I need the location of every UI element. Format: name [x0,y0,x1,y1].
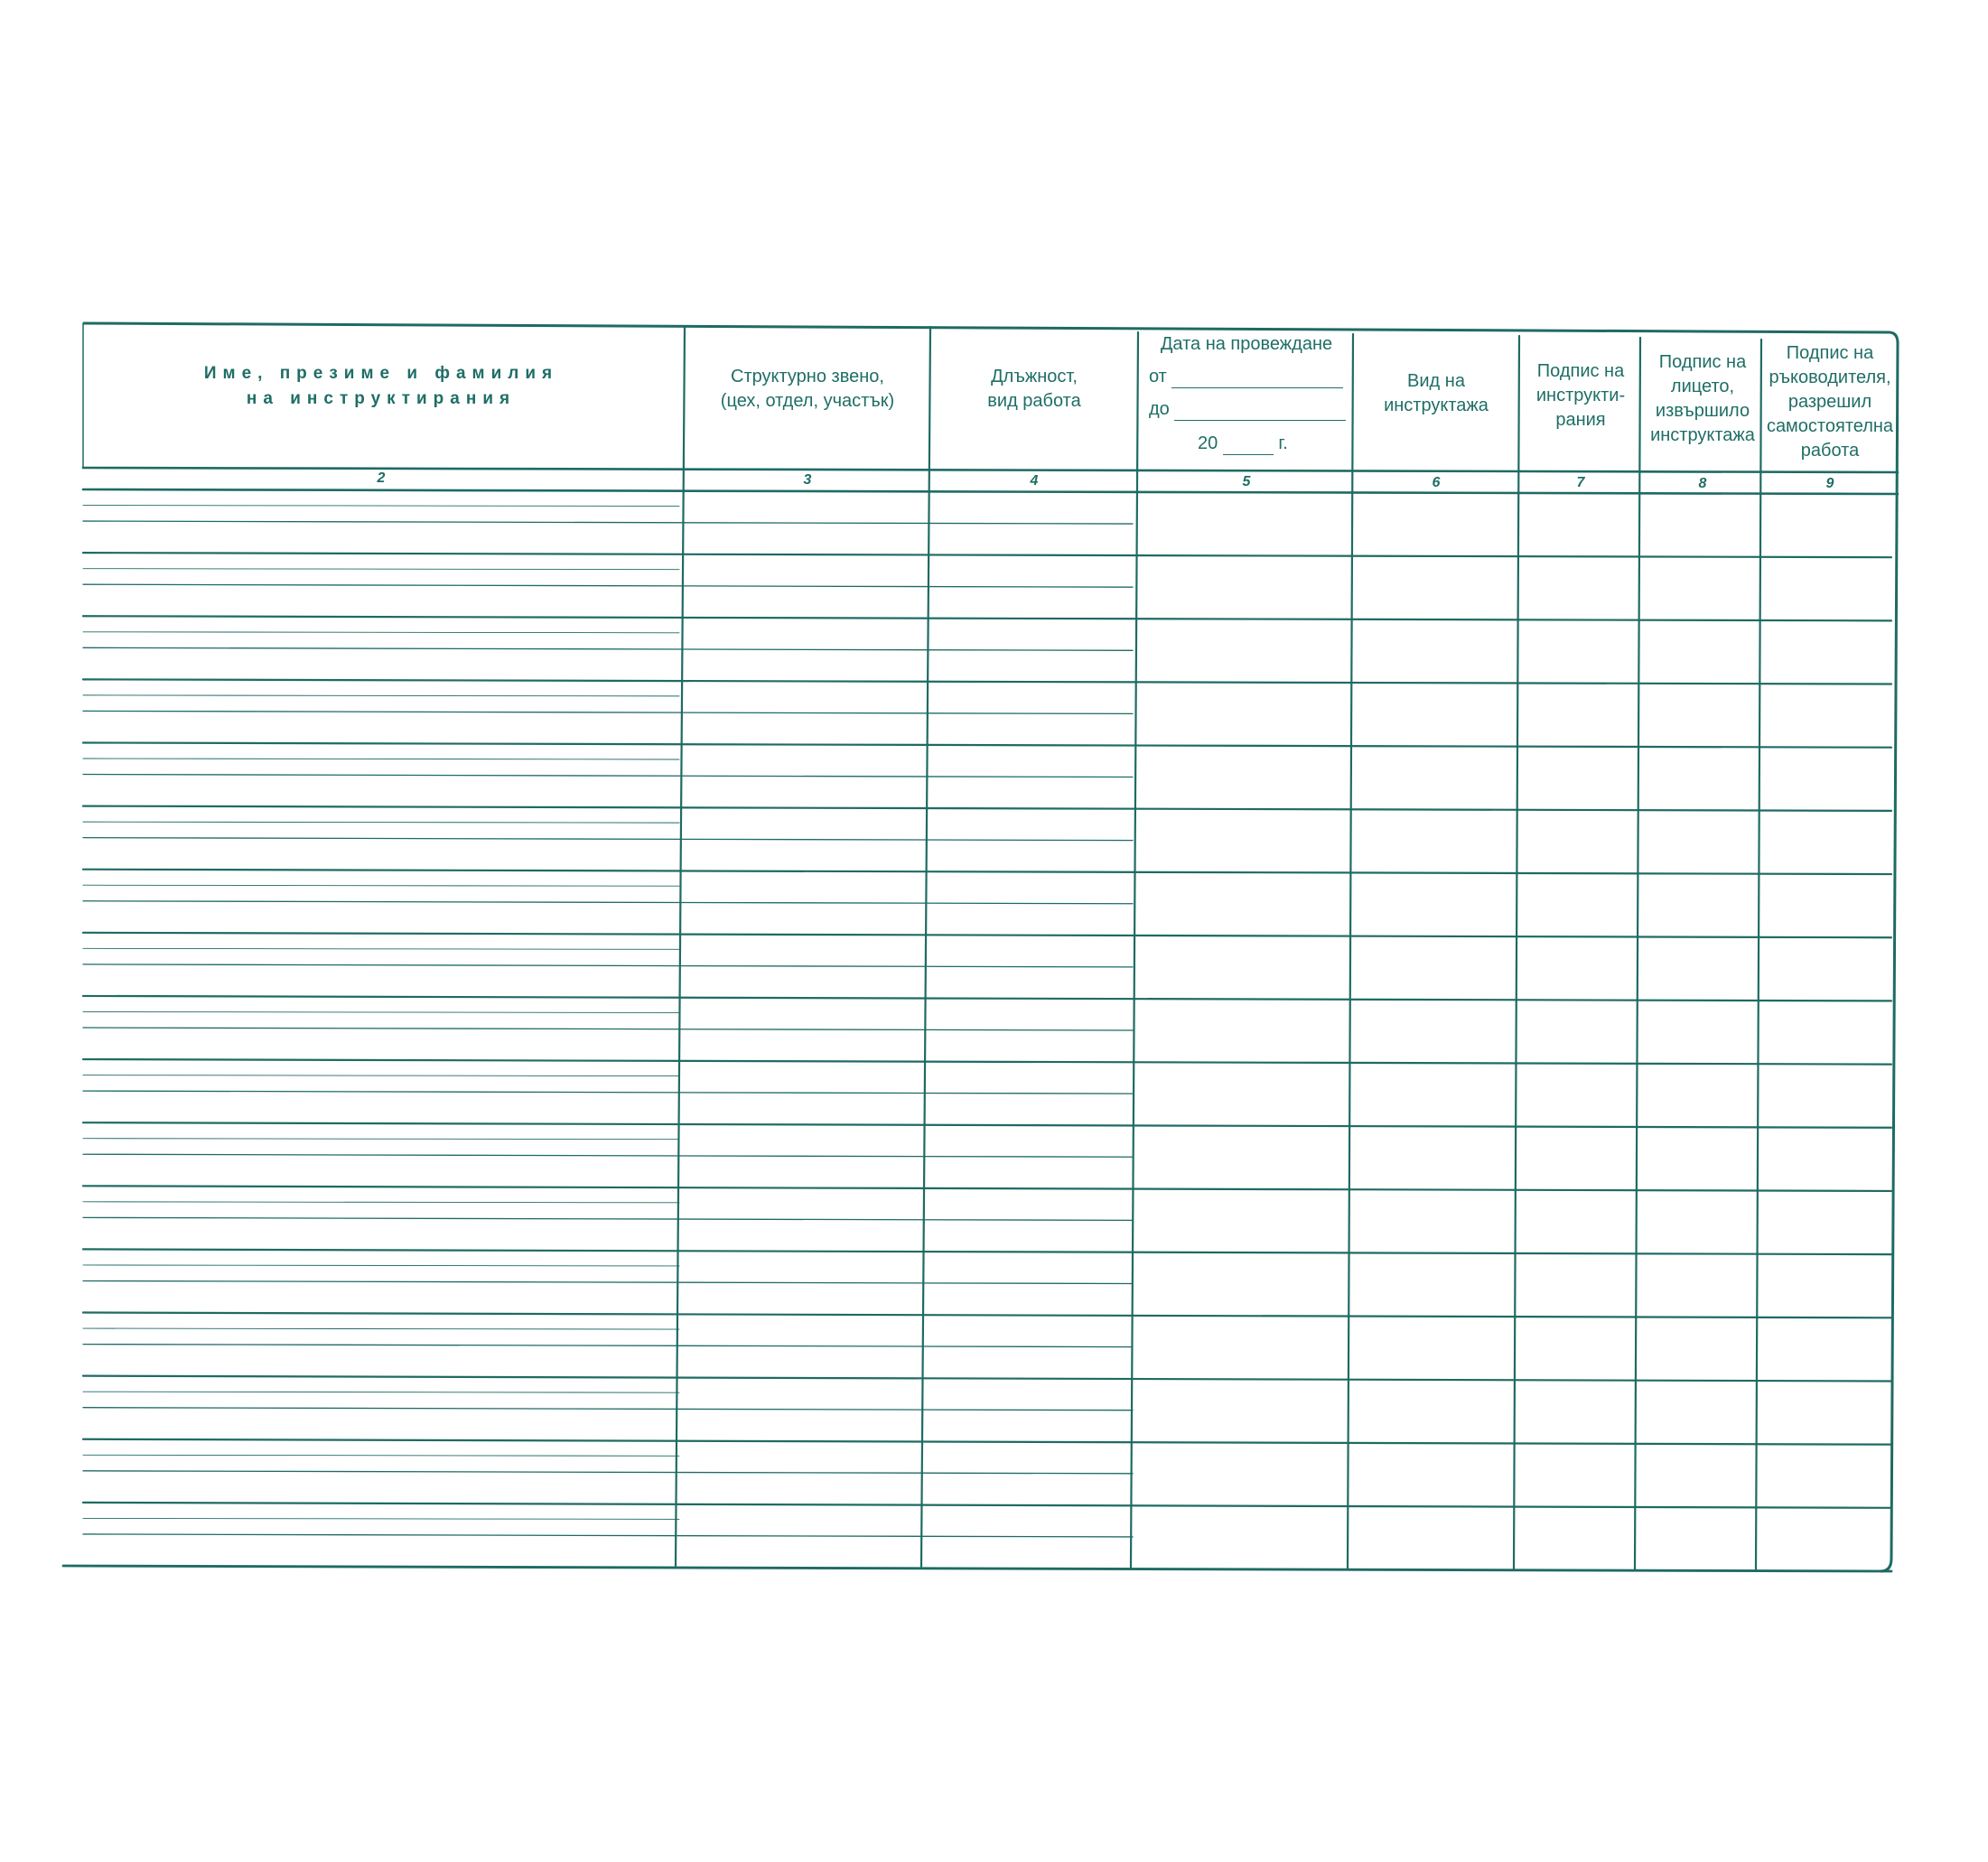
header-instruction-type: Вид на инструктажа [1384,371,1489,415]
entry-cell[interactable] [933,554,1135,613]
entry-cell[interactable] [687,1187,928,1246]
entry-cell[interactable] [1356,554,1517,613]
entry-cell[interactable] [1356,1187,1517,1246]
entry-cell[interactable] [1356,808,1517,867]
entry-cell[interactable] [1141,491,1350,550]
entry-cell[interactable] [1356,1315,1517,1373]
entry-cell[interactable] [1356,1251,1517,1309]
entry-cell[interactable] [1141,1061,1350,1120]
entry-cell[interactable] [1141,935,1350,993]
column-number-8: 8 [1698,476,1707,491]
column-number-4: 4 [1030,473,1039,489]
entry-cell[interactable] [1764,808,1895,867]
entry-cell[interactable] [933,935,1135,993]
entry-cell[interactable] [933,681,1135,740]
entry-cell[interactable] [1356,935,1517,993]
entry-cell[interactable] [1522,554,1638,613]
entry-cell[interactable] [1764,554,1895,613]
entry-cell[interactable] [86,1504,682,1563]
entry-cell[interactable] [1356,491,1517,550]
entry-cell[interactable] [1522,871,1638,930]
header-structural-unit: Структурно звено, (цех, отдел, участък) [720,367,895,411]
date-to-label: до [1149,399,1170,419]
entry-cell[interactable] [1522,618,1638,676]
entry-cell[interactable] [1764,935,1895,993]
entry-cell[interactable] [687,1378,928,1437]
entry-cell[interactable] [1764,1441,1895,1500]
entry-cell[interactable] [86,618,682,676]
entry-cell[interactable] [1764,1124,1895,1183]
header-signature-instructor: Подпис на лицето, извършило инструктажа [1650,352,1755,445]
entry-cell[interactable] [1522,1251,1638,1309]
entry-cell[interactable] [1141,998,1350,1057]
entry-cell[interactable] [1356,618,1517,676]
entry-cell[interactable] [933,1124,1135,1183]
entry-cell[interactable] [1643,1378,1759,1437]
entry-cell[interactable] [1141,554,1350,613]
entry-row-rule [63,1566,1891,1571]
entry-cell[interactable] [933,1251,1135,1309]
entry-cell[interactable] [1643,1061,1759,1120]
entry-cell[interactable] [1764,871,1895,930]
entry-cell[interactable] [86,554,682,613]
entry-cell[interactable] [86,1378,682,1437]
entry-cell[interactable] [1643,1441,1759,1500]
entry-cell[interactable] [86,808,682,867]
entry-cell[interactable] [1141,1124,1350,1183]
entry-cell[interactable] [1356,1441,1517,1500]
entry-cell[interactable] [1764,1378,1895,1437]
entry-cell[interactable] [1643,681,1759,740]
entry-cell[interactable] [1643,1504,1759,1563]
column-number-9: 9 [1825,476,1834,491]
entry-cell[interactable] [1643,744,1759,803]
entry-cell[interactable] [1643,1187,1759,1246]
header-full-name: Име, презиме и фамилия на инструктирания [203,364,559,408]
entry-cell[interactable] [1356,744,1517,803]
entry-cell[interactable] [1643,1124,1759,1183]
entry-cell[interactable] [1764,681,1895,740]
entry-cell[interactable] [1141,1315,1350,1373]
entry-cell[interactable] [1141,871,1350,930]
entry-cell[interactable] [933,744,1135,803]
date-to-field[interactable] [1174,399,1346,421]
entry-cell[interactable] [1764,1061,1895,1120]
entry-cell[interactable] [933,871,1135,930]
entry-cell[interactable] [1522,1061,1638,1120]
column-number-7: 7 [1576,475,1585,490]
entry-cell[interactable] [86,1124,682,1183]
entry-cell[interactable] [1141,1441,1350,1500]
entry-cell[interactable] [687,808,928,867]
entry-cell[interactable] [86,1187,682,1246]
entry-cell[interactable] [687,1441,928,1500]
entry-cell[interactable] [933,1061,1135,1120]
entry-cell[interactable] [933,1504,1135,1563]
entry-cell[interactable] [1643,998,1759,1057]
entry-cell[interactable] [1522,935,1638,993]
entry-cell[interactable] [1141,1187,1350,1246]
date-to-line [1149,399,1346,421]
entry-cell[interactable] [1141,1251,1350,1309]
column-number-6: 6 [1432,475,1441,490]
entry-cell[interactable] [1522,1504,1638,1563]
entry-cell[interactable] [1643,491,1759,550]
entry-cell[interactable] [687,871,928,930]
entry-cell[interactable] [1764,1251,1895,1309]
entry-cell[interactable] [1141,618,1350,676]
entry-cell[interactable] [687,1124,928,1183]
header-signature-manager: Подпис на ръководителя, разрешил самостоятелна работа [1766,343,1894,461]
date-year-field[interactable] [1223,433,1274,455]
entry-cell[interactable] [1764,1315,1895,1373]
date-year-line [1198,433,1288,455]
entry-cell[interactable] [1522,1124,1638,1183]
header-date-conducted: Дата на провеждане [1160,334,1333,354]
entry-cell[interactable] [1141,1504,1350,1563]
entry-cell[interactable] [933,1441,1135,1500]
header-signature-instructed: Подпис на инструкти- рания [1535,361,1626,430]
entry-cell[interactable] [1356,1124,1517,1183]
entry-cell[interactable] [86,744,682,803]
entry-cell[interactable] [86,1315,682,1373]
entry-cell[interactable] [1522,998,1638,1057]
entry-cell[interactable] [86,998,682,1057]
entry-cell[interactable] [687,618,928,676]
entry-cell[interactable] [1522,1187,1638,1246]
entry-cell[interactable] [86,1251,682,1309]
entry-cell[interactable] [1356,871,1517,930]
entry-cell[interactable] [1764,1187,1895,1246]
entry-cell[interactable] [1141,681,1350,740]
entry-cell[interactable] [933,1315,1135,1373]
entry-cell[interactable] [687,998,928,1057]
entry-cell[interactable] [1522,808,1638,867]
entry-cell[interactable] [1643,935,1759,993]
entry-cell[interactable] [687,554,928,613]
entry-cell[interactable] [1643,808,1759,867]
entry-cell[interactable] [86,681,682,740]
entry-cell[interactable] [86,1061,682,1120]
entry-cell[interactable] [1643,618,1759,676]
entry-cell[interactable] [687,1315,928,1373]
column-number-2: 2 [377,470,386,486]
entry-cell[interactable] [1522,1378,1638,1437]
entry-cell[interactable] [1764,491,1895,550]
entry-cell[interactable] [1643,871,1759,930]
entry-cell[interactable] [933,618,1135,676]
header-position: Длъжност, вид работа [987,367,1081,411]
entry-cell[interactable] [1764,998,1895,1057]
entry-cell[interactable] [1356,1061,1517,1120]
entry-cell[interactable] [1356,1378,1517,1437]
entry-cell[interactable] [1141,744,1350,803]
entry-cell[interactable] [1141,808,1350,867]
entry-cell[interactable] [1522,1441,1638,1500]
column-number-5: 5 [1242,474,1251,489]
entry-cell[interactable] [687,491,928,550]
entry-cell[interactable] [933,1378,1135,1437]
entry-cell[interactable] [1522,491,1638,550]
entry-cell[interactable] [86,935,682,993]
entry-cell[interactable] [933,998,1135,1057]
entry-cell[interactable] [1522,744,1638,803]
entry-cell[interactable] [86,1441,682,1500]
date-from-line [1149,367,1343,388]
entry-cell[interactable] [1356,998,1517,1057]
entry-cell[interactable] [1522,681,1638,740]
entry-cell[interactable] [687,935,928,993]
entry-cell[interactable] [1643,554,1759,613]
entry-cell[interactable] [1356,681,1517,740]
date-year-prefix: 20 [1198,433,1218,453]
entry-cell[interactable] [1522,1315,1638,1373]
entry-cell[interactable] [1643,1315,1759,1373]
entry-cell[interactable] [1356,1504,1517,1563]
entry-cell[interactable] [933,491,1135,550]
entry-cell[interactable] [687,681,928,740]
entry-cell[interactable] [687,1504,928,1563]
column-number-3: 3 [803,472,812,488]
entry-cell[interactable] [687,1061,928,1120]
entry-cell[interactable] [933,808,1135,867]
entry-cell[interactable] [1764,618,1895,676]
entry-cell[interactable] [86,491,682,550]
entry-cell[interactable] [687,744,928,803]
entry-cell[interactable] [1643,1251,1759,1309]
entry-cell[interactable] [933,1187,1135,1246]
date-from-label: от [1149,367,1167,386]
date-from-field[interactable] [1171,367,1343,388]
entry-cell[interactable] [687,1251,928,1309]
date-year-suffix: г. [1278,433,1288,453]
entry-cell[interactable] [1764,744,1895,803]
entry-cell[interactable] [1764,1504,1895,1563]
entry-cell[interactable] [1141,1378,1350,1437]
entry-cell[interactable] [86,871,682,930]
